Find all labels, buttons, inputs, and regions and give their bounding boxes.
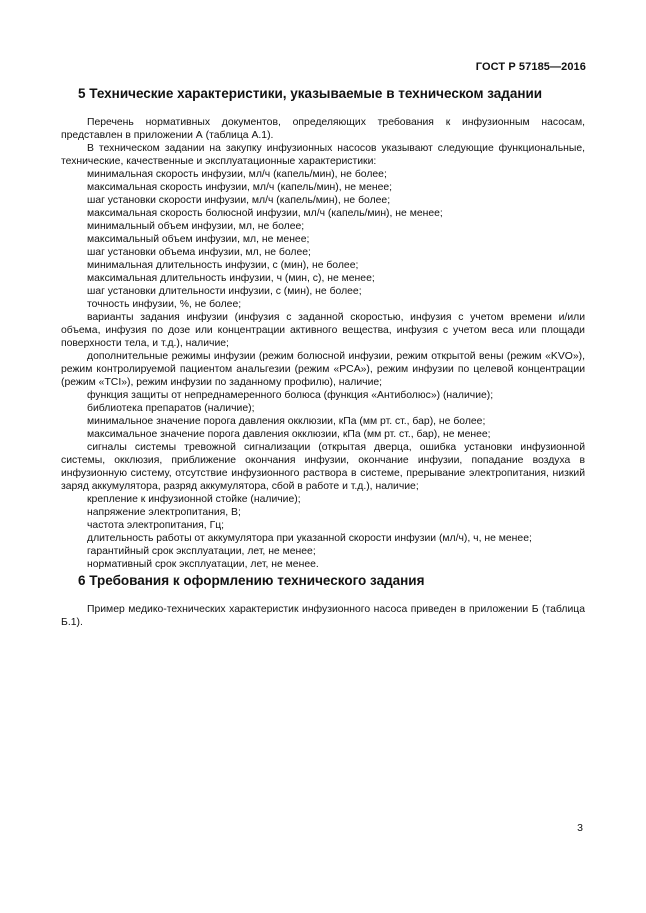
section-5-body (61, 116, 585, 571)
list-item: минимальное значение порога давления окклюзии, кПа (мм рт. ст., бар), не более; (87, 416, 486, 427)
list-item: минимальный объем инфузии, мл, не более; (87, 221, 305, 232)
list-item: гарантийный срок эксплуатации, лет, не менее; (87, 546, 316, 557)
list-item: библиотека препаратов (наличие); (87, 403, 255, 414)
section-5-paragraph-1: Перечень нормативных документов, определяющих требования к инфузионным насосам, представлен в приложении А (таблица А.1). (61, 117, 585, 141)
section-6-paragraph-1: Пример медико-технических характеристик инфузионного насоса приведен в приложении Б (таблица Б.1). (61, 604, 585, 628)
list-item: максимальная скорость болюсной инфузии, мл/ч (капель/мин), не менее; (87, 208, 443, 219)
section-5-title: 5 Технические характеристики, указываемые в техническом задании (78, 86, 543, 101)
list-item: сигналы системы тревожной сигнализации (открытая дверца, ошибка установки инфузионной системы, окклюзия, приближение окончания инфузии, окончание инфузии, попадание воздуха в инфузионную систему, отсутствие инфузионного раствора в системе, прерывание электропитания, низкий заряд аккумулятора, разряд аккумулятора, сбой в работе и т.д.), наличие; (61, 442, 585, 492)
list-item: нормативный срок эксплуатации, лет, не менее. (87, 559, 319, 570)
list-item: максимальная скорость инфузии, мл/ч (капель/мин), не менее; (87, 182, 393, 193)
list-item: напряжение электропитания, В; (87, 507, 241, 518)
list-item: максимальная длительность инфузии, ч (мин, с), не менее; (87, 273, 375, 284)
list-item: функция защиты от непреднамеренного болюса (функция «Антиболюс») (наличие); (87, 390, 494, 401)
list-item: точность инфузии, %, не более; (87, 299, 242, 310)
list-item: минимальная скорость инфузии, мл/ч (капель/мин), не более; (87, 169, 387, 180)
list-item: крепление к инфузионной стойке (наличие); (87, 494, 301, 505)
section-6-body (61, 603, 585, 629)
document-code: ГОСТ Р 57185—2016 (475, 61, 586, 73)
list-item: шаг установки длительности инфузии, с (мин), не более; (87, 286, 362, 297)
list-item: шаг установки скорости инфузии, мл/ч (капель/мин), не более; (87, 195, 391, 206)
list-item: частота электропитания, Гц; (87, 520, 225, 531)
list-item: шаг установки объема инфузии, мл, не более; (87, 247, 311, 258)
list-item: минимальная длительность инфузии, с (мин), не более; (87, 260, 359, 271)
section-5-paragraph-2: В техническом задании на закупку инфузионных насосов указывают следующие функциональные, технические, качественные и эксплуатационные характеристики: (61, 143, 585, 167)
section-6-title: 6 Требования к оформлению технического задания (78, 573, 425, 588)
list-item: варианты задания инфузии (инфузия с заданной скоростью, инфузия с учетом времени и/или объема, инфузия по дозе или концентрации активного вещества, инфузия с учетом веса или площади поверхности тела, и т.д.), наличие; (61, 312, 585, 349)
list-item: максимальный объем инфузии, мл, не менее; (87, 234, 310, 245)
list-item: максимальное значение порога давления окклюзии, кПа (мм рт. ст., бар), не менее; (87, 429, 491, 440)
list-item: длительность работы от аккумулятора при указанной скорости инфузии (мл/ч), ч, не менее; (87, 533, 532, 544)
page-number: 3 (577, 822, 583, 834)
list-item: дополнительные режимы инфузии (режим болюсной инфузии, режим открытой вены (режим «KVO»), режим контролируемой пациентом анальгезии (режим «PCA»), режим инфузии по целевой концентрации (режим «TCI»), режим инфузии по заданному профилю), наличие; (61, 351, 585, 388)
